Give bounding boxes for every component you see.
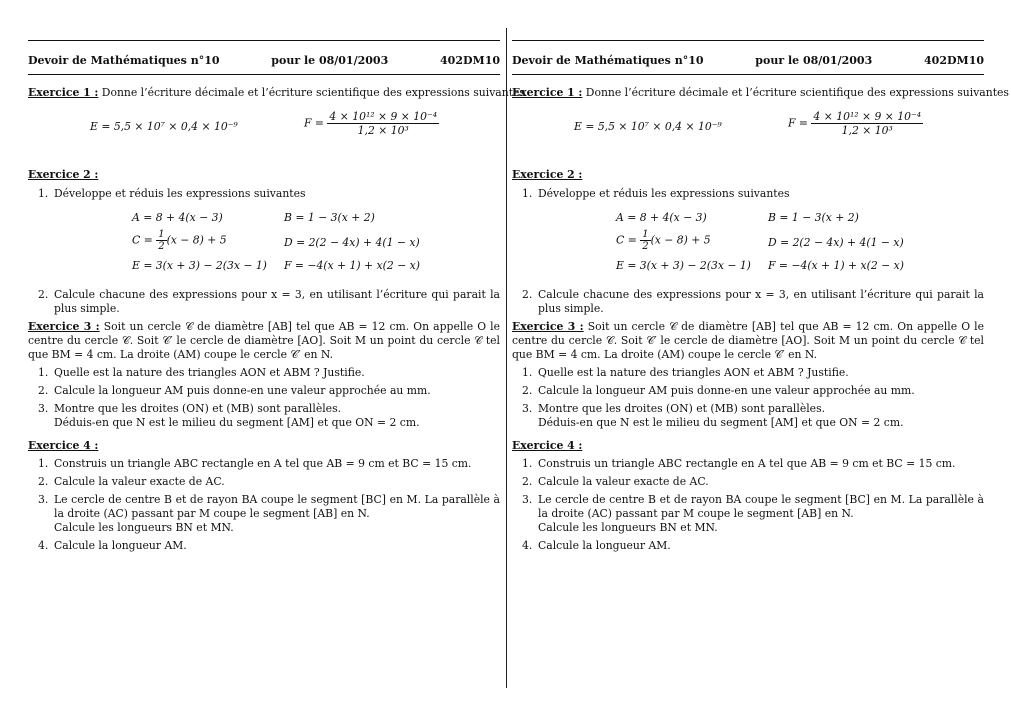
- exercise-2-title: Exercice 2 :: [512, 168, 583, 181]
- exercise-4-q1: [512, 457, 984, 471]
- exercise-3-q3: [512, 402, 984, 430]
- exercise-1-title: Exercice 1 :: [28, 86, 99, 99]
- expression-E: [574, 120, 722, 134]
- item-text: Quelle est la nature des triangles AON et ABM ? Justifie.: [54, 366, 365, 380]
- item-text-continued: Déduis-en que N est le milieu du segment [AM] et que ON = 2 cm.: [54, 416, 420, 430]
- expression-F: [304, 110, 439, 137]
- expr-C-label: C =: [132, 233, 153, 247]
- exercise-4-title: Exercice 4 :: [28, 439, 99, 452]
- expr-C-numerator: 1: [158, 229, 165, 240]
- item-text: Calcule la longueur AM.: [538, 539, 671, 553]
- right-copy: [512, 0, 1009, 716]
- expression-D: D = 2(2 − 4x) + 4(1 − x): [284, 236, 420, 249]
- item-text: Montre que les droites (ON) et (MB) sont parallèles.: [538, 402, 826, 416]
- exercise-3-title: Exercice 3 :: [28, 320, 100, 333]
- expr-E-value: 5,5 × 10⁷ × 0,4 × 10⁻⁹: [113, 120, 238, 133]
- expr-C-denominator: 2: [158, 241, 165, 252]
- left-copy: [28, 0, 525, 716]
- page-header: [28, 54, 500, 68]
- exercise-3-q2: [28, 384, 500, 398]
- item-number: 1.: [38, 187, 49, 201]
- page-header: [512, 54, 984, 68]
- expr-F-label: F =: [788, 116, 808, 130]
- expr-C-rest: (x − 8) + 5: [166, 233, 227, 247]
- item-text: Quelle est la nature des triangles AON et ABM ? Justifie.: [538, 366, 849, 380]
- item-text-continued: Calcule les longueurs BN et MN.: [538, 521, 718, 535]
- exercise-1-title: Exercice 1 :: [512, 86, 583, 99]
- expression-C: [616, 229, 711, 252]
- expr-F-fraction: [811, 110, 923, 137]
- exercise-4-q2: [28, 475, 500, 489]
- item-text: Construis un triangle ABC rectangle en A tel que AB = 9 cm et BC = 15 cm.: [54, 457, 472, 471]
- item-text: Le cercle de centre B et de rayon BA coupe le segment [BC] en M. La parallèle à la droite (AC) passant par M coupe le segment [AB] en N.: [54, 493, 500, 521]
- item-number: 3.: [522, 402, 533, 416]
- expression-A: A = 8 + 4(x − 3): [132, 211, 223, 224]
- exercise-2: [28, 168, 500, 201]
- expr-F-label: F =: [304, 116, 324, 130]
- item-text: Calcule chacune des expressions pour x = 3, en utilisant l’écriture qui parait la plus simple.: [538, 288, 984, 316]
- item-text: Calcule la longueur AM puis donne-en une valeur approchée au mm.: [538, 384, 915, 398]
- item-number: 2.: [522, 384, 533, 398]
- expr-C-numerator: 1: [642, 229, 649, 240]
- item-text: Développe et réduis les expressions suivantes: [54, 187, 306, 201]
- expr-F-numerator: 4 × 10¹² × 9 × 10⁻⁴: [813, 110, 922, 123]
- header-rule: [28, 74, 500, 75]
- exercise-2: [512, 168, 984, 201]
- expr-C-fraction: [640, 229, 650, 252]
- exercise-4: [28, 439, 500, 553]
- exercise-2-title: Exercice 2 :: [28, 168, 99, 181]
- item-number: 2.: [38, 475, 49, 489]
- item-text-continued: Déduis-en que N est le milieu du segment [AM] et que ON = 2 cm.: [538, 416, 904, 430]
- expression-B: B = 1 − 3(x + 2): [768, 211, 859, 224]
- expr-C-fraction: [156, 229, 166, 252]
- header-code: 402DM10: [924, 54, 984, 67]
- expr-E-label: E =: [574, 120, 595, 133]
- item-number: 2.: [522, 475, 533, 489]
- exercise-3: [512, 320, 984, 430]
- item-text: Construis un triangle ABC rectangle en A tel que AB = 9 cm et BC = 15 cm.: [538, 457, 956, 471]
- expression-A: A = 8 + 4(x − 3): [616, 211, 707, 224]
- exercise-3-text: Soit un cercle 𝒞 de diamètre [AB] tel que AB = 12 cm. On appelle O le centre du cercle 𝒞. Soit 𝒞′ le cercle de diamètre [AO]. Soit M un point du cercle 𝒞 tel que BM = 4 cm. La droite (AM) coupe le cercle 𝒞′ en N.: [512, 320, 984, 362]
- expr-C-label: C =: [616, 233, 637, 247]
- exercise-3: [28, 320, 500, 430]
- item-text: Calcule la valeur exacte de AC.: [54, 475, 225, 489]
- expression-E: [90, 120, 238, 134]
- expr-E-label: E =: [90, 120, 111, 133]
- expression-F2: F = −4(x + 1) + x(2 − x): [284, 259, 420, 272]
- header-due-date: pour le 08/01/2003: [271, 54, 389, 67]
- header-title: Devoir de Mathématiques n°10: [512, 54, 704, 67]
- exercise-4-q1: [28, 457, 500, 471]
- expression-F: [788, 110, 923, 137]
- exercise-2-q1: [28, 187, 500, 201]
- item-text-continued: Calcule les longueurs BN et MN.: [54, 521, 234, 535]
- exercise-4-q2: [512, 475, 984, 489]
- exercise-2-q2: [28, 288, 500, 316]
- expr-F-fraction: [327, 110, 439, 137]
- header-due-date: pour le 08/01/2003: [755, 54, 873, 67]
- item-text: Le cercle de centre B et de rayon BA coupe le segment [BC] en M. La parallèle à la droite (AC) passant par M coupe le segment [AB] en N.: [538, 493, 984, 521]
- expr-C-denominator: 2: [642, 241, 649, 252]
- item-text: Calcule la valeur exacte de AC.: [538, 475, 709, 489]
- exercise-4: [512, 439, 984, 553]
- item-number: 3.: [38, 402, 49, 416]
- header-rule: [512, 74, 984, 75]
- expr-F-numerator: 4 × 10¹² × 9 × 10⁻⁴: [329, 110, 438, 123]
- exercise-4-q4: [512, 539, 984, 553]
- expression-E2: E = 3(x + 3) − 2(3x − 1): [132, 259, 267, 272]
- item-number: 3.: [38, 493, 49, 507]
- exercise-2-q1: [512, 187, 984, 201]
- exercise-1: [28, 86, 525, 100]
- exercise-3-q2: [512, 384, 984, 398]
- top-rule: [512, 40, 984, 41]
- item-text: Développe et réduis les expressions suivantes: [538, 187, 790, 201]
- exercise-4-q3: [28, 493, 500, 535]
- item-text: Montre que les droites (ON) et (MB) sont parallèles.: [54, 402, 342, 416]
- item-text: Calcule la longueur AM.: [54, 539, 187, 553]
- item-number: 3.: [522, 493, 533, 507]
- item-number: 4.: [522, 539, 533, 553]
- expr-E-value: 5,5 × 10⁷ × 0,4 × 10⁻⁹: [597, 120, 722, 133]
- expression-E2: E = 3(x + 3) − 2(3x − 1): [616, 259, 751, 272]
- item-number: 1.: [522, 366, 533, 380]
- item-number: 1.: [38, 366, 49, 380]
- item-number: 4.: [38, 539, 49, 553]
- expr-F-denominator: 1,2 × 10³: [357, 124, 409, 137]
- expr-C-rest: (x − 8) + 5: [650, 233, 711, 247]
- exercise-3-q3: [28, 402, 500, 430]
- exercise-3-text: Soit un cercle 𝒞 de diamètre [AB] tel que AB = 12 cm. On appelle O le centre du cercle 𝒞. Soit 𝒞′ le cercle de diamètre [AO]. Soit M un point du cercle 𝒞 tel que BM = 4 cm. La droite (AM) coupe le cercle 𝒞′ en N.: [28, 320, 500, 362]
- column-divider: [506, 28, 507, 688]
- exercise-3-q1: [28, 366, 500, 380]
- item-number: 2.: [38, 384, 49, 398]
- expression-C: [132, 229, 227, 252]
- expression-F2: F = −4(x + 1) + x(2 − x): [768, 259, 904, 272]
- item-number: 1.: [38, 457, 49, 471]
- item-text: Calcule chacune des expressions pour x = 3, en utilisant l’écriture qui parait la plus simple.: [54, 288, 500, 316]
- item-number: 2.: [38, 288, 49, 301]
- header-code: 402DM10: [440, 54, 500, 67]
- top-rule: [28, 40, 500, 41]
- expression-D: D = 2(2 − 4x) + 4(1 − x): [768, 236, 904, 249]
- item-number: 1.: [522, 187, 533, 201]
- exercise-1-text: Donne l’écriture décimale et l’écriture scientifique des expressions suivantes: [101, 86, 525, 99]
- item-text: Calcule la longueur AM puis donne-en une valeur approchée au mm.: [54, 384, 431, 398]
- expression-B: B = 1 − 3(x + 2): [284, 211, 375, 224]
- exercise-4-q3: [512, 493, 984, 535]
- exercise-3-q1: [512, 366, 984, 380]
- exercise-3-title: Exercice 3 :: [512, 320, 584, 333]
- exercise-1: [512, 86, 1009, 100]
- exercise-1-text: Donne l’écriture décimale et l’écriture scientifique des expressions suivantes: [585, 86, 1009, 99]
- exercise-4-title: Exercice 4 :: [512, 439, 583, 452]
- item-number: 1.: [522, 457, 533, 471]
- item-number: 2.: [522, 288, 533, 301]
- exercise-4-q4: [28, 539, 500, 553]
- expr-F-denominator: 1,2 × 10³: [841, 124, 893, 137]
- header-title: Devoir de Mathématiques n°10: [28, 54, 220, 67]
- exercise-2-q2: [512, 288, 984, 316]
